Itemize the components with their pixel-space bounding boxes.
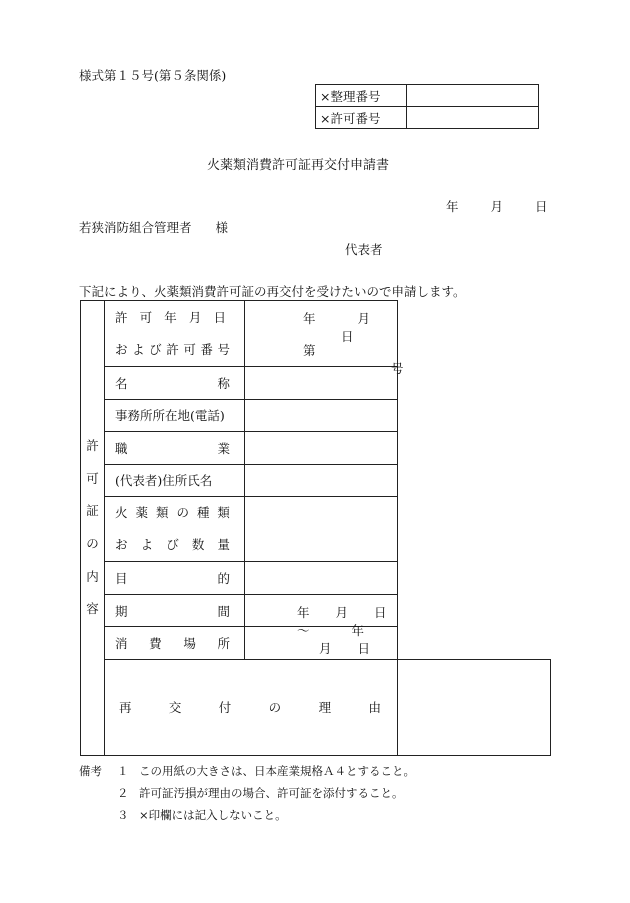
label-char: び <box>166 537 179 553</box>
label-char: 類 <box>217 505 230 521</box>
office-address-label: 事務所所在地(電話) <box>105 399 245 432</box>
consumption-place-label <box>105 627 245 660</box>
label-char: 号 <box>217 341 230 357</box>
period-to-year: 年 <box>351 622 365 638</box>
label-char: 量 <box>217 537 230 553</box>
label-char: 所 <box>217 636 230 652</box>
vertical-char: 可 <box>86 470 99 486</box>
reference-label: ×許可番号 <box>316 107 407 129</box>
label-char: 的 <box>217 571 230 587</box>
note-number: １ <box>117 764 129 778</box>
permit-row-date-number <box>81 301 551 367</box>
period-to-month: 月 <box>319 640 332 656</box>
label-char: 交 <box>168 700 182 716</box>
vertical-char: の <box>86 536 99 551</box>
period-from-month: 月 <box>335 604 349 620</box>
label-line1 <box>115 302 230 334</box>
date-month: 月 <box>490 199 504 214</box>
addressee-name: 若狭消防組合管理者 <box>79 220 192 235</box>
notes-heading: 備考 <box>79 764 102 778</box>
reference-value[interactable] <box>407 107 539 129</box>
document-title: 火薬類消費許可証再交付申請書 <box>207 158 390 173</box>
label-char: 許 <box>166 341 179 357</box>
vertical-char: 許 <box>86 438 99 454</box>
note-text: この用紙の大きさは、日本産業規格Ａ４とすること。 <box>139 764 415 778</box>
period-from-year: 年 <box>297 604 310 620</box>
reference-label: ×整理番号 <box>316 85 407 107</box>
label-char: 理 <box>318 700 332 716</box>
permit-row <box>81 562 551 595</box>
representative-address-value[interactable] <box>245 464 398 497</box>
addressee <box>79 218 228 236</box>
label-char: 可 <box>139 309 153 325</box>
label-char: 業 <box>217 440 230 456</box>
reference-row <box>316 85 539 107</box>
vertical-char: 容 <box>86 601 99 617</box>
intro-text: 下記により、火薬類消費許可証の再交付を受けたいので申請します。 <box>79 284 466 299</box>
vertical-char: 内 <box>86 568 99 584</box>
label-char: 再 <box>119 700 132 716</box>
office-address-value[interactable] <box>245 399 398 432</box>
name-label <box>105 367 245 400</box>
permit-row <box>81 399 551 432</box>
label-char: 費 <box>149 636 162 652</box>
reissue-reason-label <box>105 659 398 755</box>
period-label <box>105 594 245 627</box>
date-year: 年 <box>446 199 459 214</box>
label-char: 間 <box>217 603 230 619</box>
note-text: ×印欄には記入しないこと。 <box>139 808 287 822</box>
permit-row <box>81 594 551 627</box>
explosive-type-value[interactable] <box>245 497 398 562</box>
period-to-day: 日 <box>357 640 371 656</box>
label-char: の <box>176 505 189 521</box>
addressee-honorific: 様 <box>215 220 229 235</box>
label-char: 由 <box>368 700 381 716</box>
label-char: 消 <box>115 636 128 652</box>
label-char: 番 <box>200 341 213 357</box>
note-item <box>79 782 415 804</box>
notes <box>79 760 415 826</box>
label-line2 <box>115 529 230 561</box>
label-char: 称 <box>217 375 230 391</box>
application-date <box>446 197 548 215</box>
occupation-value[interactable] <box>245 432 398 465</box>
label-char: 火 <box>115 505 128 521</box>
purpose-value[interactable] <box>245 562 398 595</box>
value-number-suffix: 号 <box>391 361 404 376</box>
label-char: 可 <box>183 341 196 357</box>
value-month: 月 <box>357 311 371 326</box>
form-number: 様式第１５号(第５条関係) <box>79 68 227 83</box>
date-day: 日 <box>535 199 548 214</box>
representative-address-label: (代表者)住所氏名 <box>105 464 245 497</box>
permit-row <box>81 464 551 497</box>
note-number: ３ <box>117 808 129 822</box>
label-char: 許 <box>115 309 128 325</box>
permit-row <box>81 432 551 465</box>
label-char: 数 <box>191 537 205 553</box>
label-char: お <box>115 537 128 553</box>
note-text: 許可証汚損が理由の場合、許可証を添付すること。 <box>139 786 404 800</box>
label-char: 年 <box>164 309 177 325</box>
note-item <box>79 760 415 782</box>
value-year: 年 <box>303 311 316 326</box>
label-char: 職 <box>115 440 128 456</box>
label-char: の <box>268 700 282 716</box>
label-char: 期 <box>115 603 128 619</box>
label-char: 名 <box>115 375 128 391</box>
label-char: 種 <box>196 505 210 521</box>
label-char: よ <box>132 341 145 357</box>
permit-row <box>81 497 551 562</box>
label-char: 目 <box>115 571 128 587</box>
permit-date-label <box>105 301 245 367</box>
representative-label: 代表者 <box>345 242 383 257</box>
period-value[interactable] <box>245 594 398 656</box>
explosive-type-label <box>105 497 245 562</box>
label-char: お <box>115 341 128 357</box>
label-char: 月 <box>188 309 202 325</box>
label-line2 <box>115 334 230 366</box>
occupation-label <box>105 432 245 465</box>
period-from-day: 日～ <box>297 604 387 638</box>
note-number: ２ <box>117 786 129 800</box>
label-char: 付 <box>218 700 232 716</box>
reference-number-box <box>315 84 539 129</box>
label-char: 日 <box>213 309 226 325</box>
purpose-label <box>105 562 245 595</box>
value-number-prefix: 第 <box>303 343 316 358</box>
permit-date-value[interactable] <box>245 301 404 376</box>
reissue-reason-row <box>81 659 551 755</box>
reissue-reason-value[interactable] <box>398 659 551 755</box>
label-char: び <box>149 341 162 357</box>
label-char: 薬 <box>135 505 148 521</box>
reference-row <box>316 107 539 129</box>
permit-contents-vertical-label <box>81 301 105 756</box>
label-char: 場 <box>183 636 196 652</box>
reference-value[interactable] <box>407 85 539 107</box>
permit-table <box>80 300 551 756</box>
label-line1 <box>115 497 230 529</box>
label-char: 類 <box>155 505 169 521</box>
value-day: 日 <box>341 329 354 344</box>
label-char: よ <box>140 537 154 553</box>
note-item <box>79 804 415 826</box>
vertical-char: 証 <box>86 503 99 519</box>
